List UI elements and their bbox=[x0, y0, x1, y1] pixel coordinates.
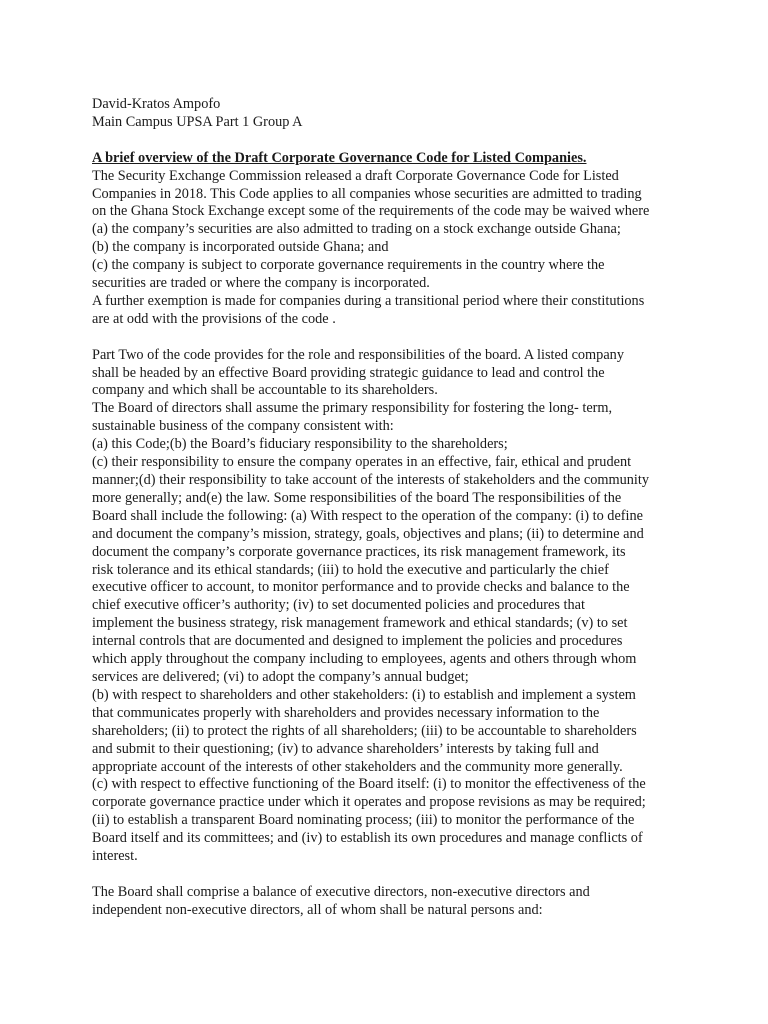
text-line: The Board of directors shall assume the primary responsibility for fostering the long- term, bbox=[92, 400, 613, 417]
text-line: interest. bbox=[92, 848, 138, 865]
text-line: more generally; and(e) the law. Some responsibilities of the board The responsibilities of the bbox=[92, 489, 622, 506]
text-line: independent non-executive directors, all of whom shall be natural persons and: bbox=[92, 901, 543, 918]
text-line: Part Two of the code provides for the role and responsibilities of the board. A listed company bbox=[92, 346, 624, 363]
text-line: (b) the company is incorporated outside Ghana; and bbox=[92, 239, 389, 256]
paragraph-intro bbox=[92, 168, 698, 329]
text-line: internal controls that are documented and designed to implement the policies and procedures bbox=[92, 633, 623, 650]
text-line: services are delivered; (vi) to adopt the company’s annual budget; bbox=[92, 668, 469, 685]
paragraph-board-responsibilities bbox=[92, 347, 698, 866]
document-title: A brief overview of the Draft Corporate Governance Code for Listed Companies. bbox=[92, 149, 587, 166]
text-line: appropriate account of the interests of other stakeholders and the community more generally. bbox=[92, 758, 623, 775]
text-line: securities are traded or where the company is incorporated. bbox=[92, 275, 430, 292]
text-line: (a) the company’s securities are also admitted to trading on a stock exchange outside Ghana; bbox=[92, 221, 621, 238]
text-line: manner;(d) their responsibility to take account of the interests of stakeholders and the community bbox=[92, 472, 650, 488]
paragraph-board-composition bbox=[92, 884, 698, 920]
text-line: and submit to their questioning; (iv) to advance shareholders’ interests by taking full and bbox=[92, 740, 599, 757]
text-line: The Security Exchange Commission released a draft Corporate Governance Code for Listed bbox=[92, 167, 619, 184]
text-line: Board itself and its committees; and (iv) to establish its own procedures and manage conflicts of bbox=[92, 830, 643, 847]
text-line: company and which shall be accountable to its shareholders. bbox=[92, 382, 438, 399]
text-line: executive officer to account, to monitor performance and to provide checks and balance to the bbox=[92, 579, 630, 596]
spacer bbox=[92, 132, 698, 150]
text-line: (c) their responsibility to ensure the company operates in an effective, fair, ethical and prudent bbox=[92, 454, 632, 471]
spacer bbox=[92, 866, 698, 884]
text-line: The Board shall comprise a balance of executive directors, non-executive directors and bbox=[92, 883, 590, 900]
text-line: on the Ghana Stock Exchange except some of the requirements of the code may be waived where bbox=[92, 203, 650, 220]
text-line: A further exemption is made for companies during a transitional period where their constitutions bbox=[92, 292, 645, 309]
text-line: risk tolerance and its ethical standards; (iii) to hold the executive and particularly the chief bbox=[92, 561, 609, 578]
author-name: David-Kratos Ampofo bbox=[92, 96, 221, 112]
text-line: corporate governance practice under which it operates and propose revisions as may be required; bbox=[92, 794, 646, 811]
text-line: shall be headed by an effective Board providing strategic guidance to lead and control the bbox=[92, 364, 605, 381]
text-line: Companies in 2018. This Code applies to all companies whose securities are admitted to trading bbox=[92, 185, 642, 202]
text-line: Board shall include the following: (a) With respect to the operation of the company: (i) to define bbox=[92, 507, 644, 524]
text-line: chief executive officer’s authority; (iv) to set documented policies and procedures that bbox=[92, 597, 585, 614]
text-line: (a) this Code;(b) the Board’s fiduciary responsibility to the shareholders; bbox=[92, 436, 508, 453]
text-line: which apply throughout the company including to employees, agents and others through whom bbox=[92, 651, 637, 668]
text-line: shareholders; (ii) to protect the rights of all shareholders; (iii) to be accountable to shareholders bbox=[92, 722, 637, 739]
text-line: (c) the company is subject to corporate governance requirements in the country where the bbox=[92, 257, 605, 274]
text-line: (c) with respect to effective functioning of the Board itself: (i) to monitor the effectiveness of the bbox=[92, 776, 646, 793]
text-line: (b) with respect to shareholders and other stakeholders: (i) to establish and implement a system bbox=[92, 686, 636, 703]
text-line: and document the company’s mission, strategy, goals, objectives and plans; (ii) to determine and bbox=[92, 525, 644, 542]
author-affiliation: Main Campus UPSA Part 1 Group A bbox=[92, 113, 303, 130]
text-line: that communicates properly with shareholders and provides necessary information to the bbox=[92, 704, 600, 721]
text-line: sustainable business of the company consistent with: bbox=[92, 418, 394, 435]
text-line: are at odd with the provisions of the code . bbox=[92, 310, 336, 327]
spacer bbox=[92, 329, 698, 347]
text-line: implement the business strategy, risk management framework and ethical standards; (v) to set bbox=[92, 615, 628, 632]
text-line: (ii) to establish a transparent Board nominating process; (iii) to monitor the performance of the bbox=[92, 812, 635, 829]
text-line: document the company’s corporate governance practices, its risk management framework, its bbox=[92, 543, 626, 560]
